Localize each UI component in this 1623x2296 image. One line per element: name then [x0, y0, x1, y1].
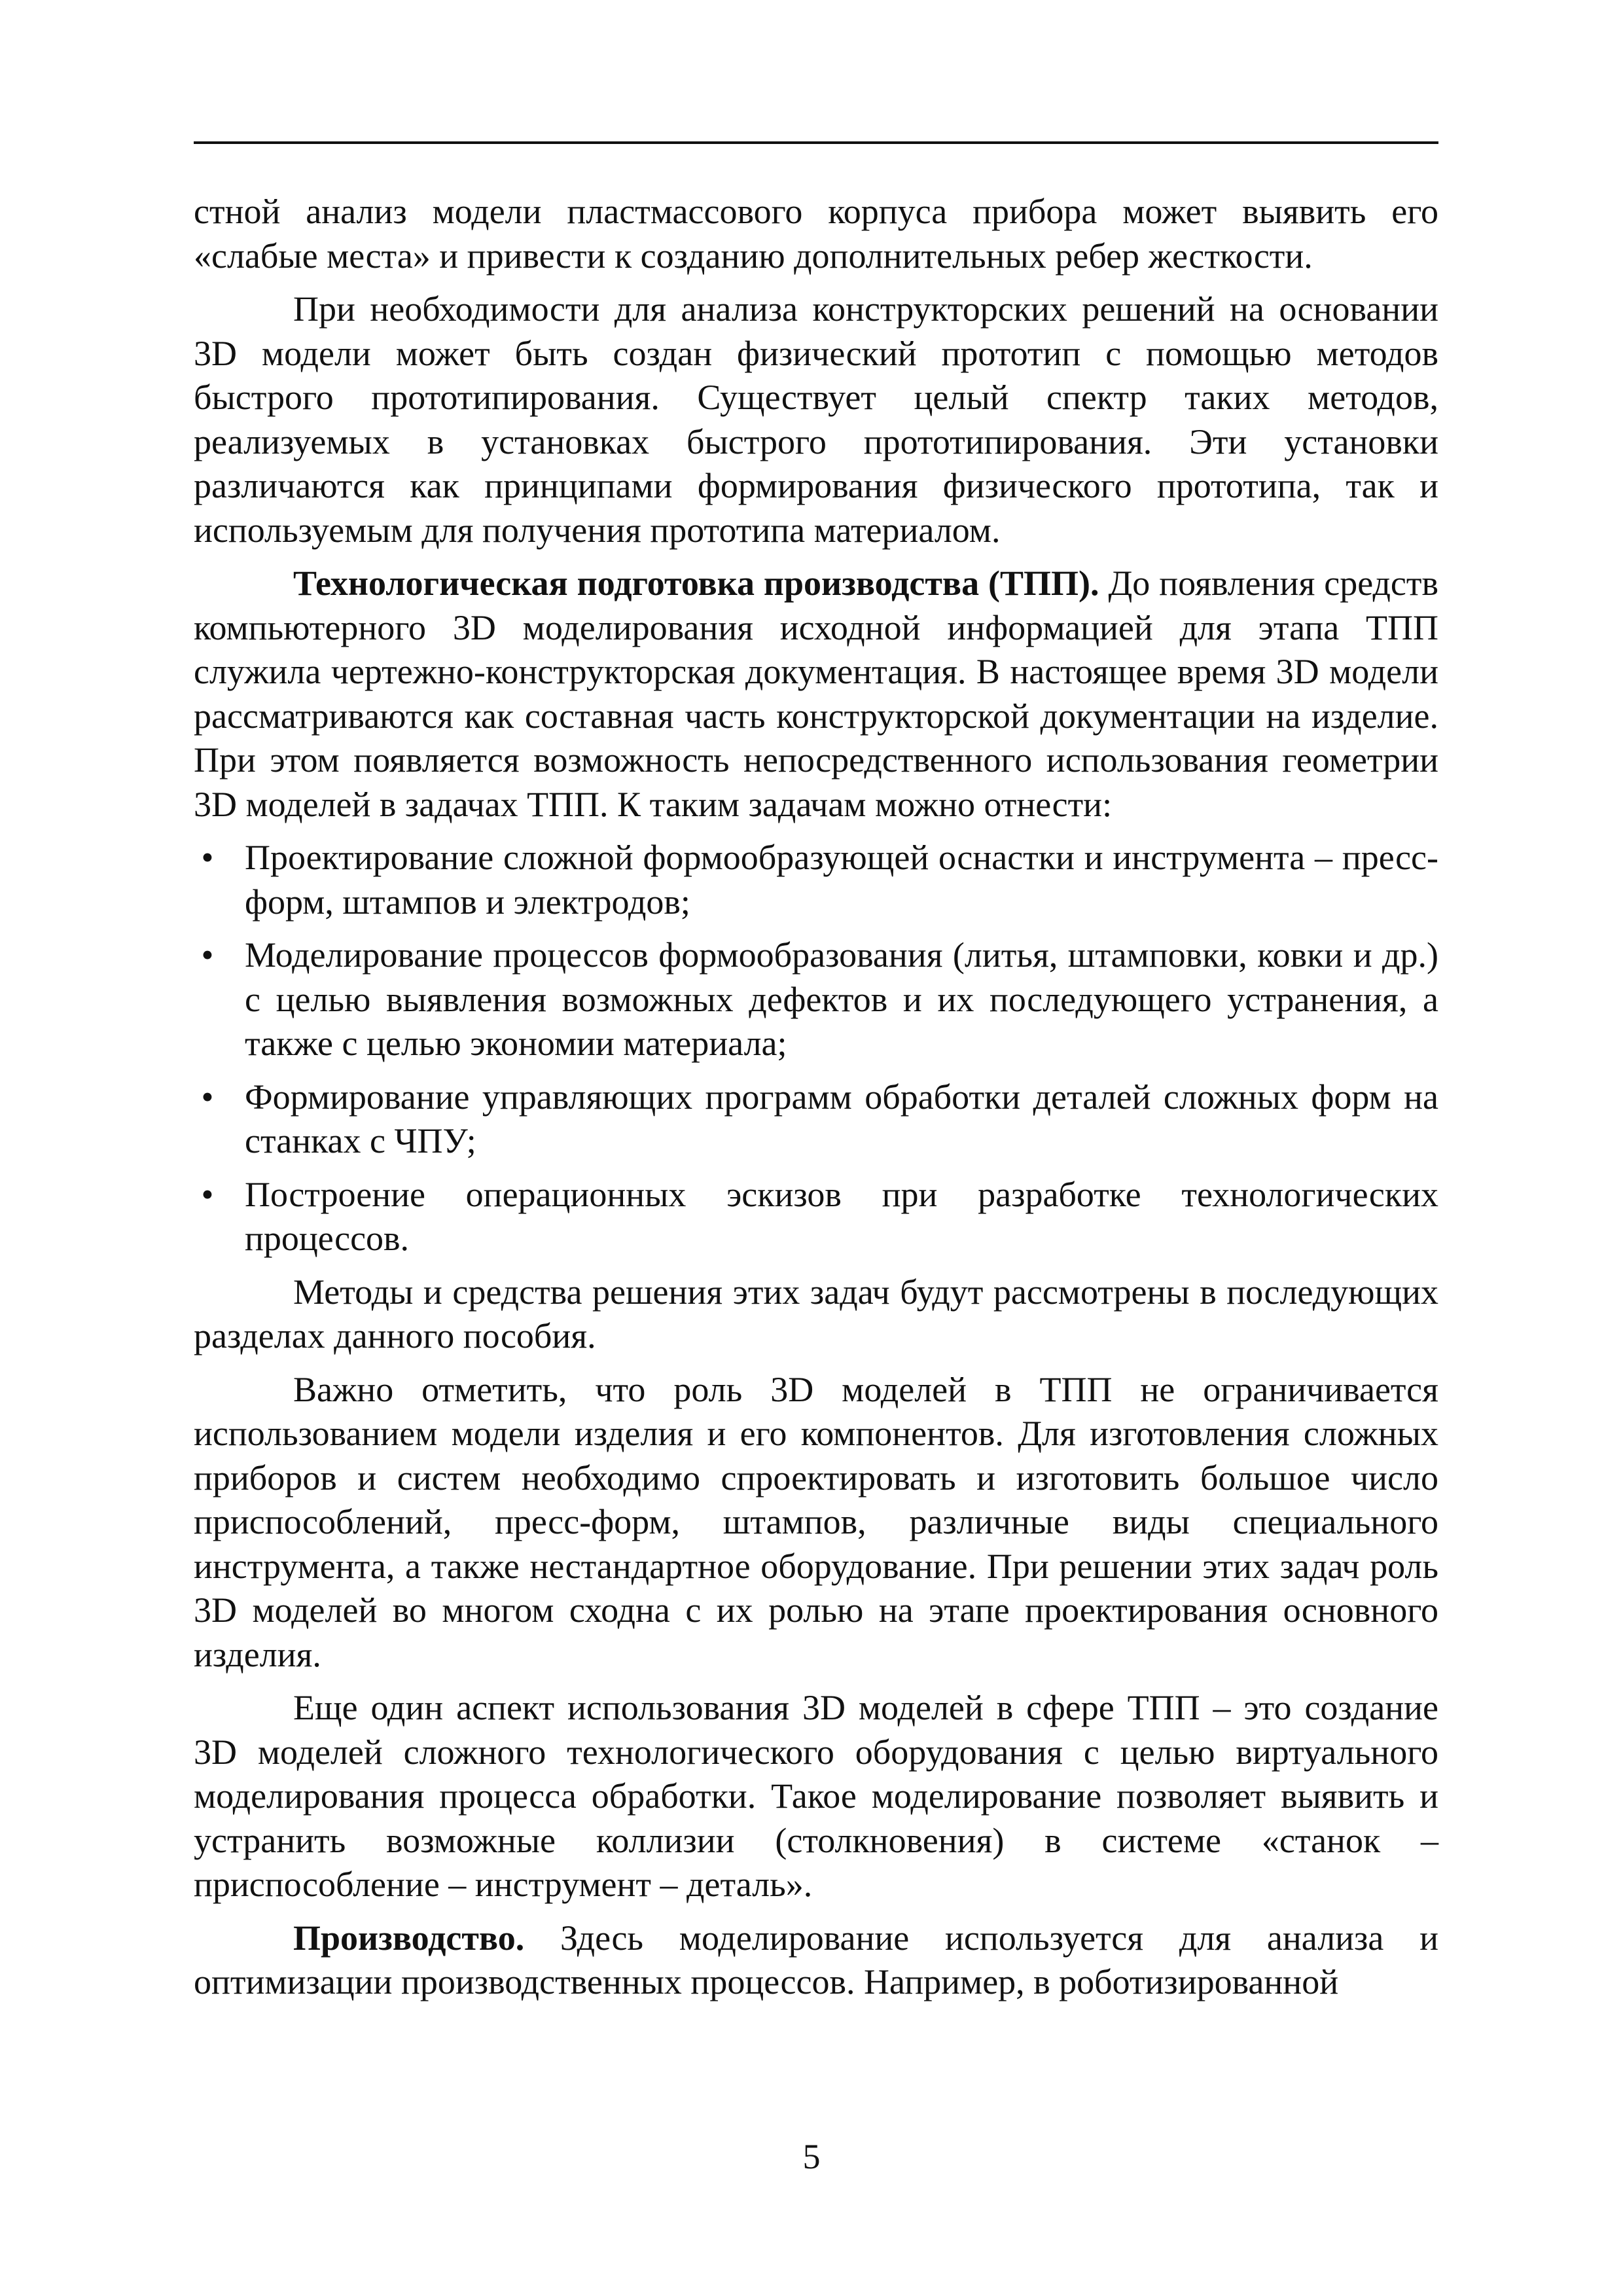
list-item	[194, 1173, 1438, 1261]
paragraph-production-text: Здесь моделирование используется для анализа и оптимизации производственных процессов. Например, в роботизированной	[194, 1918, 1438, 2001]
paragraph-tpp-text: До появления средств компьютерного 3D моделирования исходной информацией для этапа ТПП служила чертежно-конструкторская документация. В настоящее время 3D модели рассматриваются как составная часть конструкторской документации на изделие. При этом появляется возможность непосредственного использования геометрии 3D моделей в задачах ТПП. К таким задачам можно отнести:	[194, 564, 1438, 824]
paragraph-equipment: Еще один аспект использования 3D моделей в сфере ТПП – это создание 3D моделей сложного технологического оборудования с целью виртуального моделирования процесса обработки. Такое моделирование позволяет выявить и устранить возможные коллизии (столкновения) в системе «станок – приспособление – инструмент – деталь».	[194, 1688, 1438, 1904]
list-item-text: Формирование управляющих программ обработки деталей сложных форм на станках с ЧПУ;	[245, 1077, 1438, 1160]
list-item	[194, 933, 1438, 1066]
header-rule	[194, 141, 1438, 144]
paragraph-production	[194, 1916, 1438, 2005]
page-body	[194, 190, 1438, 2005]
list-item	[194, 1075, 1438, 1164]
list-item-text: Моделирование процессов формообразования (литья, штамповки, ковки и др.) с целью выявления возможных дефектов и их последующего устранения, а также с целью экономии материала;	[245, 935, 1438, 1063]
bullet-icon: •	[201, 935, 214, 975]
tpp-task-list	[194, 836, 1438, 1261]
list-item	[194, 836, 1438, 924]
bullet-icon: •	[201, 838, 214, 877]
paragraph-continuation: стной анализ модели пластмассового корпуса прибора может выявить его «слабые места» и привести к созданию дополнительных ребер жесткости.	[194, 192, 1438, 276]
paragraph-tpp	[194, 562, 1438, 827]
page-number: 5	[802, 2137, 821, 2176]
heading-tpp: Технологическая подготовка производства (ТПП).	[293, 564, 1099, 603]
list-item-text: Проектирование сложной формообразующей оснастки и инструмента – пресс-форм, штампов и электродов;	[245, 838, 1438, 922]
paragraph-prototyping: При необходимости для анализа конструкторских решений на основании 3D модели может быть создан физический прототип с помощью методов быстрого прототипирования. Существует целый спектр таких методов, реализуемых в установках быстрого прототипирования. Эти установки различаются как принципами формирования физического прототипа, так и используемым для получения прототипа материалом.	[194, 289, 1438, 550]
paragraph-methods: Методы и средства решения этих задач будут рассмотрены в последующих разделах данного пособия.	[194, 1272, 1438, 1355]
paragraph-role-3d: Важно отметить, что роль 3D моделей в ТПП не ограничивается использованием модели изделия и его компонентов. Для изготовления сложных приборов и систем необходимо спроектировать и изготовить большое число приспособлений, пресс-форм, штампов, различные виды специального инструмента, а также нестандартное оборудование. При решении этих задач роль 3D моделей во многом сходна с их ролью на этапе проектирования основного изделия.	[194, 1369, 1438, 1674]
heading-production: Производство.	[293, 1918, 525, 1958]
bullet-icon: •	[201, 1077, 214, 1117]
bullet-icon: •	[201, 1174, 214, 1214]
list-item-text: Построение операционных эскизов при разработке технологических процессов.	[245, 1174, 1438, 1258]
